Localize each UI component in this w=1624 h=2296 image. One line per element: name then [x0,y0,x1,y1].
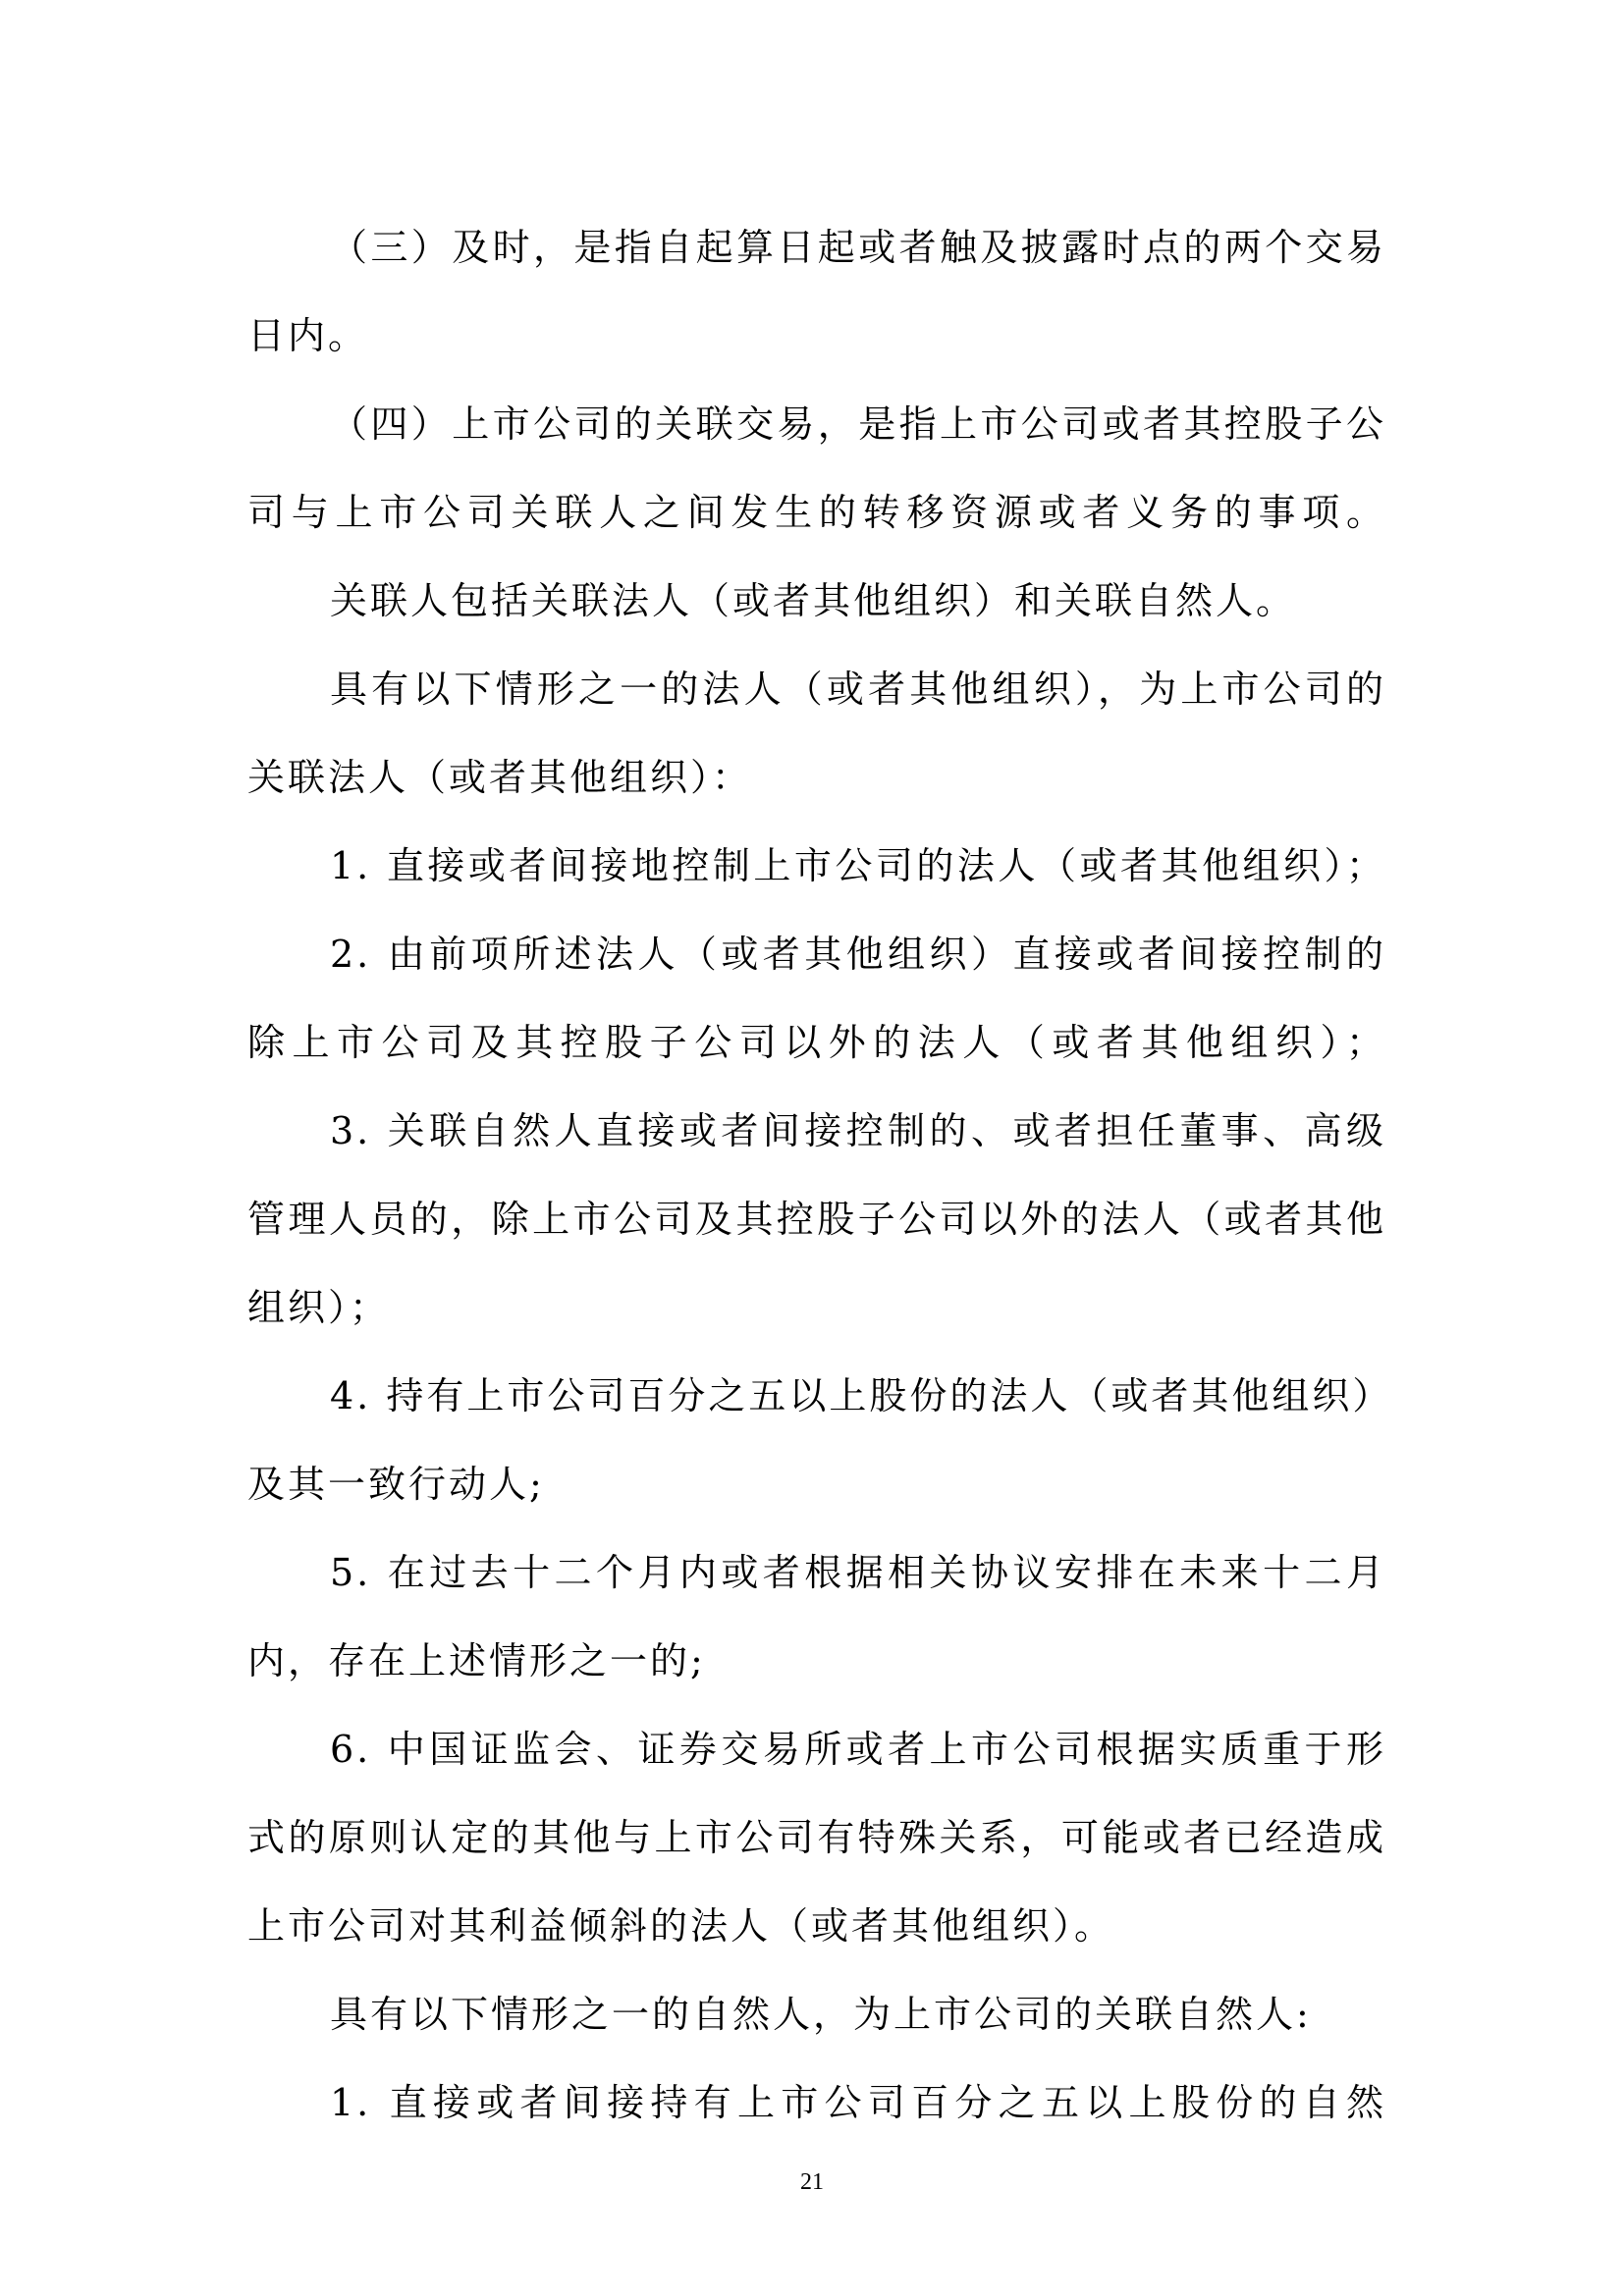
text-line: 除上市公司及其控股子公司以外的法人（或者其他组织）； [247,1021,1386,1064]
text-line: （四）上市公司的关联交易，是指上市公司或者其控股子公 [330,402,1386,446]
list-item: 1. 直接或者间接地控制上市公司的法人（或者其他组织）； [330,844,1386,887]
list-item: 3. 关联自然人直接或者间接控制的、或者担任董事、高级 [330,1109,1386,1152]
list-item: 5. 在过去十二个月内或者根据相关协议安排在未来十二月 [330,1551,1386,1594]
text-line: 式的原则认定的其他与上市公司有特殊关系，可能或者已经造成 [247,1816,1386,1859]
text-line: 管理人员的，除上市公司及其控股子公司以外的法人（或者其他 [247,1198,1386,1241]
text-line: 具有以下情形之一的法人（或者其他组织），为上市公司的 [330,667,1386,711]
text-line: 上市公司对其利益倾斜的法人（或者其他组织）。 [247,1904,1115,1948]
list-item: 2. 由前项所述法人（或者其他组织）直接或者间接控制的 [330,933,1386,976]
text-line: 及其一致行动人; [247,1463,545,1506]
text-line: 司与上市公司关联人之间发生的转移资源或者义务的事项。 [247,491,1386,534]
text-line: 关联法人（或者其他组织）： [247,756,753,799]
text-line: 关联人包括关联法人（或者其他组织）和关联自然人。 [330,579,1297,622]
text-line: 具有以下情形之一的自然人，为上市公司的关联自然人: [330,1993,1312,2036]
text-line: 日内。 [247,314,369,357]
list-item: 6. 中国证监会、证券交易所或者上市公司根据实质重于形 [330,1728,1386,1771]
list-item: 1. 直接或者间接持有上市公司百分之五以上股份的自然 [330,2081,1386,2124]
page-number: 21 [800,2169,824,2195]
list-item: 4. 持有上市公司百分之五以上股份的法人（或者其他组织） [330,1374,1393,1417]
text-line: 内，存在上述情形之一的; [247,1639,706,1682]
text-line: 组织）； [247,1286,391,1329]
text-line: （三）及时，是指自起算日起或者触及披露时点的两个交易 [330,226,1386,269]
